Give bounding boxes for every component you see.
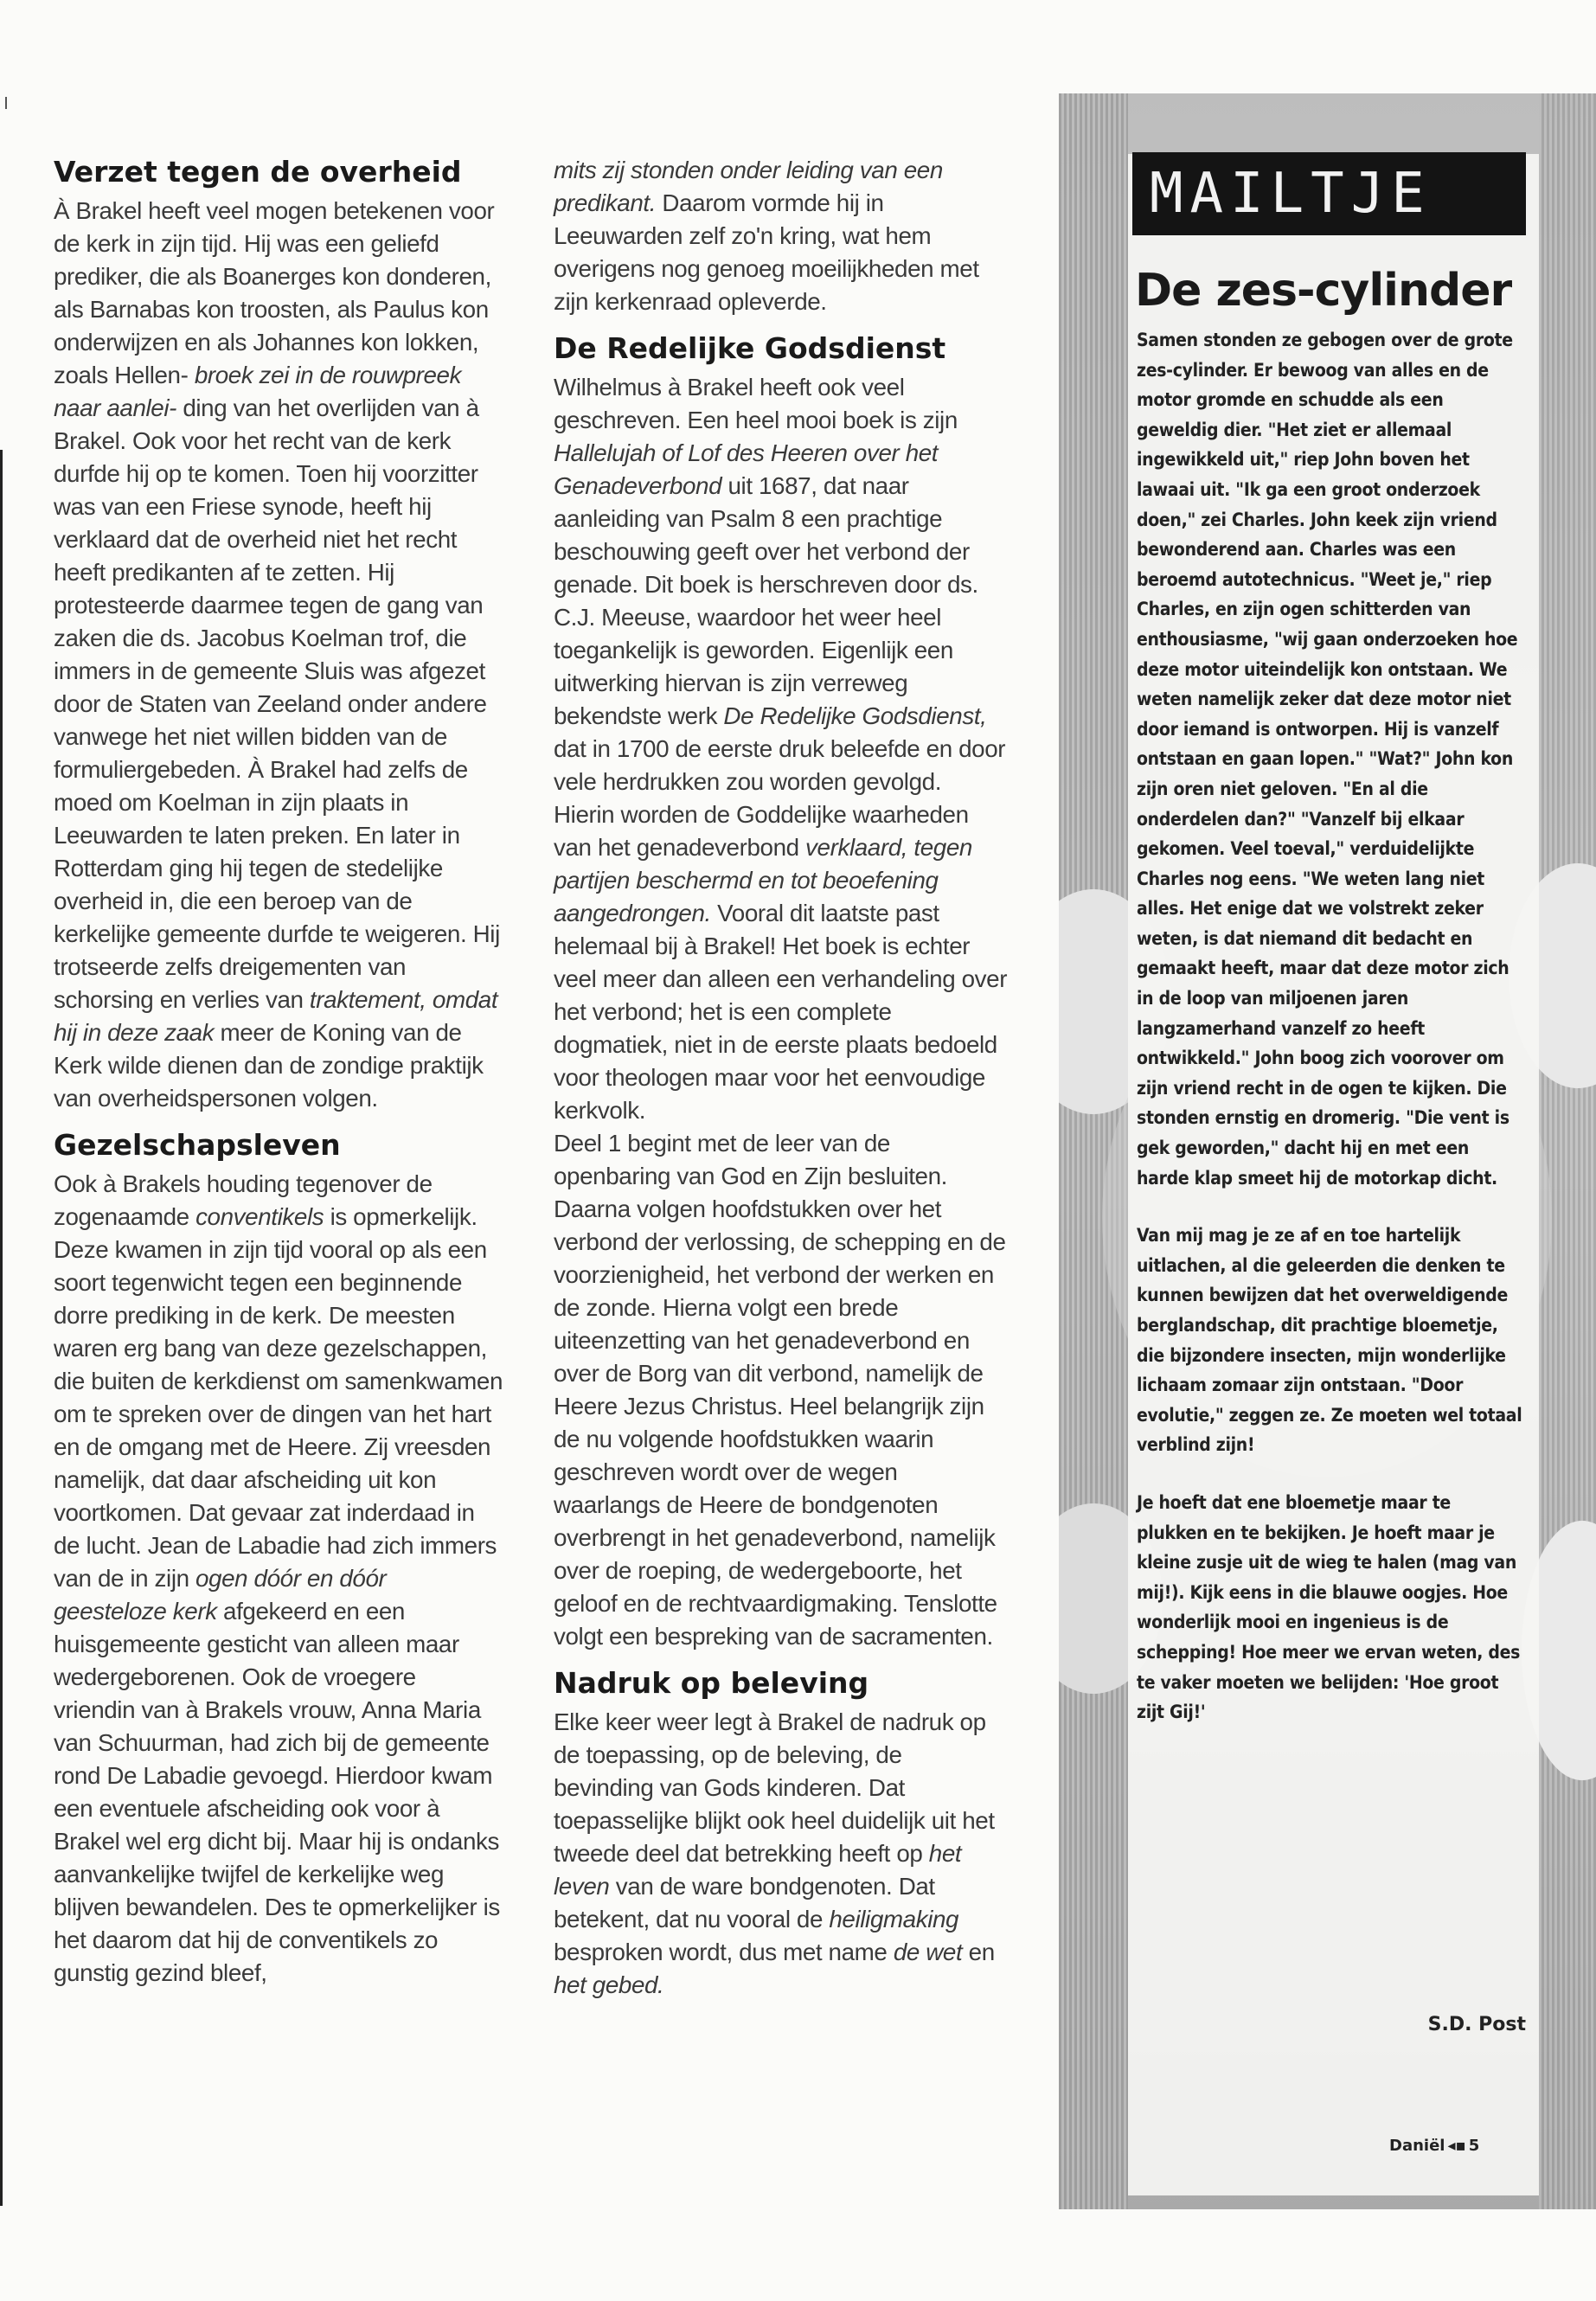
author-signature: S.D. Post (1427, 2014, 1526, 2035)
page-number: 5 (1468, 2137, 1480, 2155)
magazine-name: Daniël (1389, 2137, 1445, 2155)
heading-verzet: Verzet tegen de overheid (54, 155, 462, 189)
story-paragraph-2: Van mij mag je ze af en toe hartelijk uitlachen, al die geleerden die denken te kunnen bewijzen dat het overweldigende berglandschap, dit prachtige bloemetje, die bijzondere insecten, mijn wonderlijke lichaam zomaar zijn ontstaan. "Door evolutie," zeggen ze. Ze moeten wel totaal verblind zijn! (1137, 1225, 1522, 1456)
page-edge-mark (5, 97, 7, 109)
story-title: De zes-cylinder (1135, 265, 1512, 317)
arrow-icon: ◂▪ (1447, 2137, 1466, 2155)
paragraph-gezelschapsleven: Ook à Brakels houding tegenover de zogenaamde conventikels is opmerkelijk. Deze kwamen in zijn tijd vooral op als een soort tegenwicht tegen een beginnende dorre prediking in de kerk. De meesten waren erg bang van deze gezelschappen, die buiten de kerkdienst om samenkwamen om te spreken over de dingen van het hart en de omgang met de Heere. Zij vreesden namelijk, dat daar afscheiding uit kon voortkomen. Dat gevaar zat inderdaad in de lucht. Jean de Labadie had zich immers van de in zijn ogen dóór en dóór geesteloze kerk afgekeerd en een huisgemeente gesticht van alleen maar wedergeborenen. Ook de vroegere vriendin van à Brakels vrouw, Anna Maria van Schuurman, had zich bij de gemeente rond De Labadie gevoegd. Hierdoor kwam een eventuele afscheiding ook voor à Brakel wel erg dicht bij. Maar hij is ondanks aanvankelijke twijfel de kerkelijke weg blijven bewandelen. Des te opmerkelijker is het daarom dat hij de conventikels zo gunstig gezind bleef, (54, 1170, 503, 1986)
story-paragraph-1: Samen stonden ze gebogen over de grote zes-cylinder. Er bewoog van alles en de motor gromde en schudde als een geweldig dier. "Het ziet er allemaal ingewikkeld uit," riep John boven het lawaai uit. "Ik ga een groot onderzoek doen," zei Charles. John keek zijn vriend bewonderend aan. Charles was een beroemd autotechnicus. "Weet je," riep Charles, en zijn ogen schitterden van enthousiasme, "wij gaan onderzoeken hoe deze motor uiteindelijk kon ontstaan. We weten namelijk zeker dat deze motor niet door iemand is ontworpen. Hij is vanzelf ontstaan en gaan lopen." "Wat?" John kon zijn oren niet geloven. "En al die onderdelen dan?" "Vanzelf bij elkaar gekomen. Veel toeval," verduidelijkte Charles nog eens. "We weten lang niet alles. Het enige dat we volstrekt zeker weten, is dat niemand dit bedacht en gemaakt heeft, maar dat deze motor zich in de loop van miljoenen jaren langzamerhand vanzelf zo heeft ontwikkeld." John boog zich voorover om zijn vriend recht in de ogen te kijken. Die stonden ernstig en dromerig. "Die vent is gek geworden," dacht hij en met een harde klap smeet hij de motorkap dicht. (1137, 330, 1518, 1189)
heading-nadruk-op-beleving: Nadruk op beleving (554, 1666, 869, 1700)
page-folio (1389, 2137, 1479, 2155)
page-edge-line (0, 450, 3, 2206)
heading-gezelschapsleven: Gezelschapsleven (54, 1128, 341, 1162)
paragraph-nadruk: Elke keer weer legt à Brakel de nadruk op de toepassing, op de beleving, de bevinding van Gods kinderen. Dat toepasselijke blijkt ook heel duidelijk uit het tweede deel dat betrekking heeft op het leven van de ware bondgenoten. Dat betekent, dat nu vooral de heiligmaking besproken wordt, dus met name de wet en het gebed. (554, 1708, 995, 1998)
heading-redelijke-godsdienst: De Redelijke Godsdienst (554, 331, 946, 365)
mailtje-sidebar (1059, 93, 1596, 2209)
paragraph-continuation: mits zij stonden onder leiding van een predikant. Daarom vormde hij in Leeuwarden zelf zo'n kring, wat hem overigens nog genoeg moeilijkheden met zijn kerkenraad opleverde. (554, 157, 979, 315)
story-body (1137, 325, 1526, 1727)
mailtje-label: MAILTJE (1132, 152, 1526, 235)
paragraph-redelijke-godsdienst: Wilhelmus à Brakel heeft ook veel geschreven. Een heel mooi boek is zijn Hallelujah of Lof des Heeren over het Genadeverbond uit 1687, dat naar aanleiding van Psalm 8 een prachtige beschouwing geeft over het verbond der genade. Dit boek is herschreven door ds. C.J. Meeuse, waardoor het weer heel toegankelijk is geworden. Eigenlijk een uitwerking hiervan is zijn verreweg bekendste werk De Redelijke Godsdienst, dat in 1700 de eerste druk beleefde en door vele herdrukken zou worden gevolgd. Hierin worden de Goddelijke waarheden van het genadeverbond verklaard, tegen partijen beschermd en tot beoefening aangedrongen. Vooral dit laatste past helemaal bij à Brakel! Het boek is echter veel meer dan alleen een verhandeling over het verbond; het is een complete dogmatiek, niet in de eerste plaats bedoeld voor theologen maar voor het eenvoudige kerkvolk. (554, 374, 1008, 1124)
paragraph-deel-1: Deel 1 begint met de leer van de openbaring van God en Zijn besluiten. Daarna volgen hoofdstukken over het verbond der verlossing, de schepping en de voorzienigheid, het verbond der werken en de zonde. Hierna volgt een brede uiteenzetting van het genadeverbond en over de Borg van dit verbond, namelijk de Heere Jezus Christus. Heel belangrijk zijn de nu volgende hoofdstukken waarin geschreven wordt over de wegen waarlangs de Heere de bondgenoten overbrengt in het genadeverbond, namelijk over de roeping, de wedergeboorte, het geloof en de rechtvaardigmaking. Tenslotte volgt een bespreking van de sacramenten. (554, 1130, 1006, 1650)
article-column-1 (54, 154, 503, 1990)
story-paragraph-3: Je hoeft dat ene bloemetje maar te plukken en te bekijken. Je hoeft maar je kleine zusje uit de wieg te halen (mag van mij!). Kijk eens in die blauwe oogjes. Hoe wonderlijk mooi en ingenieus is de schepping! Hoe meer we ervan weten, des te vaker moeten we belijden: 'Hoe groot zijt Gij!' (1137, 1491, 1521, 1723)
article-column-2 (554, 154, 1008, 2002)
paragraph-verzet: À Brakel heeft veel mogen betekenen voor de kerk in zijn tijd. Hij was een geliefd prediker, die als Boanerges kon donderen, als Barnabas kon troosten, als Paulus kon onderwijzen en als Johannes kon lokken, zoals Hellen- broek zei in de rouwpreek naar aanlei- ding van het overlijden van à Brakel. Ook voor het recht van de kerk durfde hij op te komen. Toen hij voorzitter was van een Friese synode, heeft hij verklaard dat de overheid niet het recht heeft predikanten af te zetten. Hij protesteerde daarmee tegen de gang van zaken die ds. Jacobus Koelman trof, die immers in de gemeente Sluis was afgezet door de Staten van Zeeland onder andere vanwege het niet willen bidden van de formuliergebeden. À Brakel had zelfs de moed om Koelman in zijn plaats in Leeuwarden te laten preken. En later in Rotterdam ging hij tegen de stedelijke overheid in, die een beroep van de kerkelijke gemeente durfde te weigeren. Hij trotseerde zelfs dreigementen van schorsing en verlies van traktement, omdat hij in deze zaak meer de Koning van de Kerk wilde dienen dan de zondige praktijk van overheidspersonen volgen. (54, 197, 500, 1112)
